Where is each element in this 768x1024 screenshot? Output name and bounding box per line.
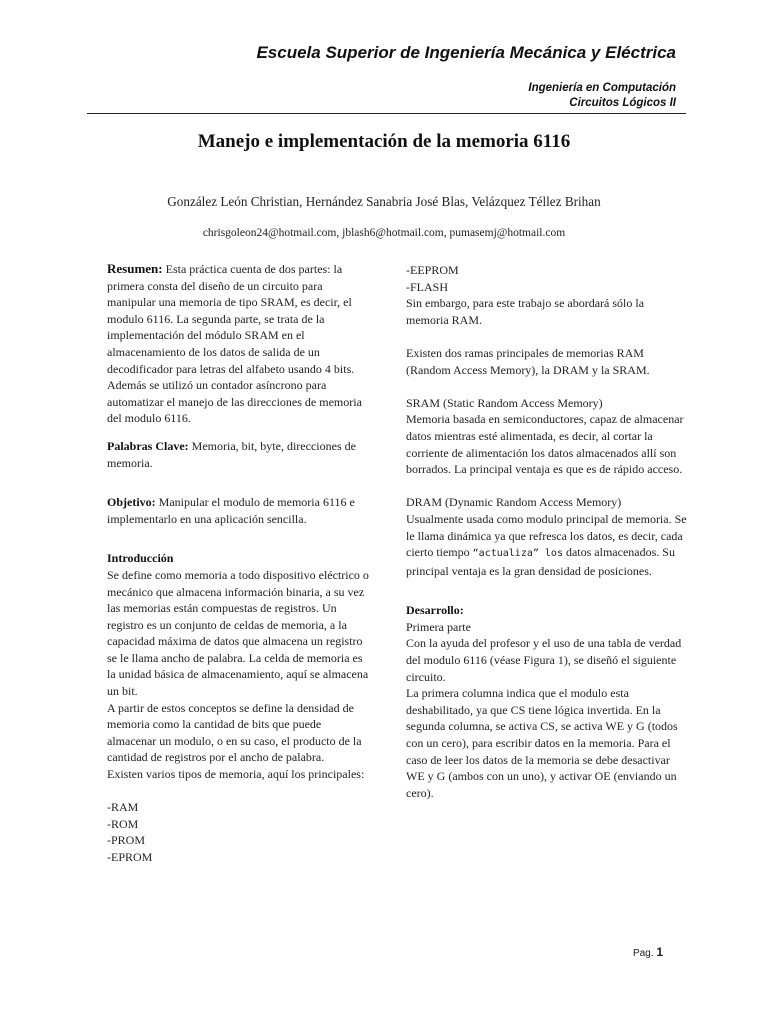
dram-text-mono: “actualiza” los [472, 548, 563, 560]
abstract-paragraph [107, 261, 369, 427]
dram-heading: DRAM (Dynamic Random Access Memory) [406, 495, 622, 510]
objective-text: Manipular el modulo de memoria 6116 e implementarlo en una aplicación sencilla. [107, 495, 355, 526]
development-text-2: La primera columna indica que el modulo esta deshabilitado, ya que CS tiene lógica invertida. En la segunda columna, se activa CS, se activa WE y G (todos con un cero), para escribir datos en la memoria. Para el caso de leer los datos de la memoria se debe desactivar WE y G (ambos con un uno), y activar OE (enviando un cero). [406, 686, 678, 800]
right-column [406, 262, 688, 801]
sram-heading: SRAM (Static Random Access Memory) [406, 395, 603, 410]
memory-type-item: -FLASH [406, 279, 449, 294]
dram-text [406, 511, 688, 579]
paper-title: Manejo e implementación de la memoria 6116 [197, 131, 571, 152]
abstract-text: Esta práctica cuenta de dos partes: la primera consta del diseño de un circuito para manipular una memoria de tipo SRAM, es decir, el modulo 6116. La segunda parte, se trata de la implementación del módulo SRAM en el almacenamiento de los datos de salida de un decodificador para letras del alfabeto usando 4 bits. Además se utilizó un contador asíncrono para automatizar el manejo de las direcciones de memoria del modulo 6116. [107, 262, 362, 426]
sram-text: Memoria basada en semiconductores, capaz de almacenar datos mientras esté alimentada, es decir, al cortar la corriente de alimentación los datos almacenados allí son borrados. La principal ventaja es que es de rápido acceso. [406, 412, 684, 477]
ram-branches-text: Existen dos ramas principales de memorias RAM (Random Access Memory), la DRAM y la SRAM. [406, 345, 650, 377]
paper-emails: chrisgoleon24@hotmail.com, jblash6@hotmail.com, pumasemj@hotmail.com [202, 227, 566, 239]
memory-type-item: -RAM [107, 800, 139, 815]
first-part-label: Primera parte [406, 619, 471, 634]
keywords-label: Palabras Clave: [107, 438, 189, 453]
keywords-text: Memoria, bit, byte, direcciones de memoria. [107, 438, 356, 470]
memory-type-item: -ROM [107, 816, 139, 831]
header-course: Circuitos Lógicos II [569, 97, 676, 109]
paper-authors: González León Christian, Hernández Sanabria José Blas, Velázquez Téllez Brihan [167, 194, 601, 209]
header-divider [87, 113, 686, 114]
intro-heading: Introducción [107, 551, 174, 566]
ram-focus-text: Sin embargo, para este trabajo se abordará sólo la memoria RAM. [406, 296, 645, 327]
objective-label: Objetivo: [107, 495, 156, 510]
development-heading: Desarrollo: [406, 603, 464, 618]
keywords-paragraph [107, 438, 369, 471]
page-label: Pag. [632, 948, 654, 959]
header-school: Escuela Superior de Ingeniería Mecánica y Eléctrica [256, 43, 676, 62]
dram-text-post: datos almacenados. Su principal ventaja es la gran densidad de posiciones. [406, 545, 675, 578]
objective-paragraph [107, 494, 369, 527]
dram-text-pre: Usualmente usada como modulo principal de memoria. Se le llama dinámica ya que refresca los datos, es decir, cada cierto tiempo [406, 511, 687, 560]
abstract-label: Resumen: [107, 261, 163, 276]
memory-type-item: -EPROM [107, 850, 153, 864]
intro-text-2: A partir de estos conceptos se define la densidad de memoria como la cantidad de bits que puede almacenar un modulo, o en su caso, el producto de la cantidad de registros por el ancho de palabra. [107, 700, 362, 765]
intro-text-3: Existen varios tipos de memoria, aquí los principales: [107, 767, 365, 782]
development-text-1: Con la ayuda del profesor y el uso de una tabla de verdad del modulo 6116 (véase Figura 1), se diseñó el siguiente circuito. [406, 636, 682, 684]
page-number-value: 1 [656, 945, 663, 959]
left-column [107, 261, 369, 866]
page-number [633, 945, 663, 959]
intro-text-1: Se define como memoria a todo dispositivo eléctrico o mecánico que almacena información binaria, a su vez las memorias están compuestas de registros. Un registro es un conjunto de celdas de memoria, a la capacidad máxima de datos que almacena un registro se le llama ancho de palabra. La celda de memoria es la unidad básica de almacenamiento, aquí se almacena un bit. [107, 567, 369, 699]
memory-type-item: -EEPROM [406, 263, 459, 277]
header-program: Ingeniería en Computación [528, 82, 676, 94]
memory-type-item: -PROM [107, 833, 146, 848]
